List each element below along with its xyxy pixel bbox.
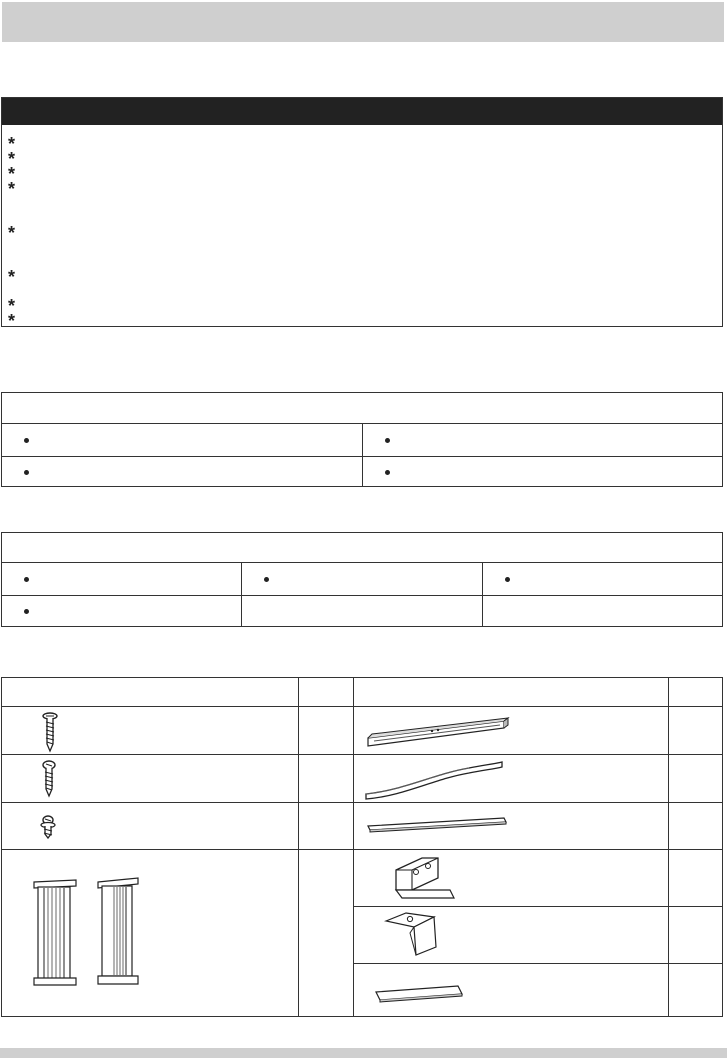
tools-cell (2, 457, 363, 487)
part-cell (2, 803, 299, 850)
part-qty-cell (669, 755, 723, 803)
part-qty-cell (669, 803, 723, 850)
header-bar (2, 2, 724, 42)
foam-strip-icon (354, 756, 668, 802)
materials-cell (242, 563, 482, 596)
part-cell (2, 755, 299, 803)
tools-cell (362, 424, 723, 457)
materials-table-header (2, 533, 723, 563)
bullet-icon (24, 470, 29, 475)
part-qty-cell (669, 850, 723, 907)
part-qty-cell (669, 907, 723, 964)
part-qty-cell (299, 707, 354, 755)
part-cell (354, 803, 669, 850)
short-screw-icon (2, 804, 62, 848)
flat-strip-icon (354, 804, 668, 848)
materials-cell (482, 596, 722, 627)
note-bullet: * (8, 223, 16, 243)
parts-header-qty (299, 678, 354, 707)
materials-table (1, 532, 723, 627)
bullet-icon (24, 438, 29, 443)
materials-cell (482, 563, 722, 596)
materials-cell (242, 596, 482, 627)
bullet-icon (264, 577, 269, 582)
footer-bar (0, 1048, 727, 1058)
part-qty-cell (669, 964, 723, 1017)
bullet-icon (505, 577, 510, 582)
top-rail-icon (354, 708, 668, 754)
part-qty-cell (299, 755, 354, 803)
part-cell (354, 707, 669, 755)
tools-table-header (2, 393, 723, 424)
materials-cell (2, 563, 242, 596)
bullet-icon (24, 609, 29, 614)
note-bullet: * (8, 149, 16, 169)
part-qty-cell (669, 707, 723, 755)
bullet-icon (385, 438, 390, 443)
part-cell (2, 850, 299, 1017)
side-panels-icon (2, 850, 298, 1016)
l-bracket-icon (354, 850, 668, 906)
bullet-icon (385, 470, 390, 475)
long-screw-icon (2, 708, 62, 754)
tools-table (1, 392, 723, 487)
note-bullet: * (8, 134, 16, 154)
bullet-icon (24, 577, 29, 582)
part-qty-cell (299, 850, 354, 1017)
tools-cell (362, 457, 723, 487)
parts-table (1, 677, 723, 1017)
sill-plate-icon (354, 964, 668, 1016)
part-cell (354, 850, 669, 907)
part-qty-cell (299, 803, 354, 850)
part-cell (354, 964, 669, 1017)
parts-header-description (2, 678, 299, 707)
tools-cell (2, 424, 363, 457)
note-bullet: * (8, 296, 16, 316)
medium-screw-icon (2, 756, 62, 802)
note-bullet: * (8, 267, 16, 287)
parts-header-description (354, 678, 669, 707)
note-bullet: * (8, 164, 16, 184)
notes-header-bar (2, 98, 722, 125)
part-cell (2, 707, 299, 755)
parts-header-qty (669, 678, 723, 707)
note-bullet: * (8, 179, 16, 199)
angle-bracket-icon (354, 907, 668, 963)
materials-cell (2, 596, 242, 627)
notes-box (1, 97, 723, 331)
part-cell (354, 755, 669, 803)
part-cell (354, 907, 669, 964)
note-bullet: * (8, 311, 16, 331)
